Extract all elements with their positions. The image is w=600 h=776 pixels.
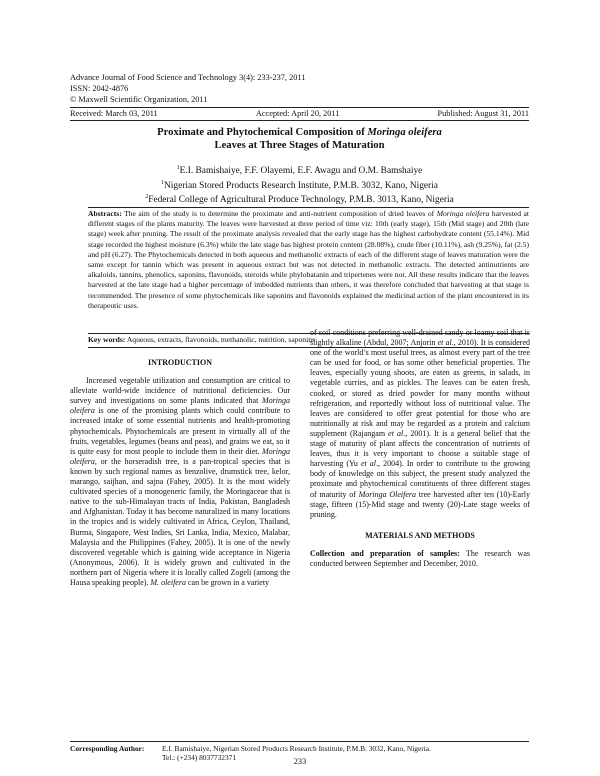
keywords: Key words: Aqueous, extracts, flavonoids, methanolic, nutrition, saponins	[88, 335, 315, 344]
methods-heading: MATERIALS AND METHODS	[365, 530, 475, 540]
footnote-label: Corresponding Author:	[70, 744, 145, 753]
methods-paragraph-1: Collection and preparation of samples: The research was conducted between September and December, 2010.	[310, 548, 530, 568]
paper-title: Proximate and Phytochemical Composition of Moringa oleifera Leaves at Three Stages of Maturation	[157, 127, 442, 151]
left-column	[70, 358, 290, 588]
journal-header	[70, 72, 540, 105]
author-names: $^1$E.I. Bamishaiye, F.F. Olayemi, E.F. Awagu and O.M. Bamshaiye	[176, 165, 423, 177]
journal-copyright: © Maxwell Scientific Organization, 2011	[70, 95, 208, 104]
footnote-line-1: E.I. Bamishaiye, Nigerian Stored Products Research Institute, P.M.B. 3032, Kano, Nigeria.	[162, 744, 431, 753]
journal-citation: Advance Journal of Food Science and Technology 3(4): 233-237, 2011	[70, 73, 306, 82]
date-received: Received: March 03, 2011	[70, 109, 158, 118]
date-accepted: Accepted: April 20, 2011	[255, 109, 340, 118]
page-number: 233	[293, 757, 307, 766]
abstract: Abstracts: The aim of the study is to determine the proximate and anti-nutrient composition of dried leaves of Moringa oleifera harvested at different stages of the plants maturity. The leaves were harvested at three period of time viz: 10th (early stage), 15th (Mid stage) and 20th (late stage) week after pruning. The result of the proximate analysis revealed that the early stage has the highest carbohydrate content (55.14%). Mid stage recorded the highest moisture (6.3%) while the late stage has highest protein content (28.08%), crude fiber (10.11%), ash (9.25%), fat (2.5) and pH (6.27). The Phytochemicals detected in both aqueous and methanolic extracts of each of the different stage of leaves maturation were the same except for tannin which was present in aqueous extract but was not detected in methanolic extracts. The detected antinutrients are alkaloids, tannins, phenolics, saponins, flavonoids, steroids while phylobatanin and tripertenes were not. All these results indicate that the leaves harvested at the late stage had a higher percentage of imbedded nutrients than others, it was therefore concluded that harvesting at that stage is recommended. The presence of some phytochemicals like saponins and flavonoids explained the medicinal action of the plant encountered in its therapeutic uses.	[88, 209, 529, 310]
affiliation-1: $^1$Nigerian Stored Products Research Institute, P.M.B. 3032, Kano, Nigeria	[161, 179, 438, 191]
affiliation-2: $^2$Federal College of Agricultural Produce Technology, P.M.B. 3013, Kano, Nigeria	[145, 194, 454, 206]
article-dates	[70, 107, 529, 121]
author-block	[70, 163, 529, 207]
intro-heading: INTRODUCTION	[147, 358, 212, 367]
footnote-line-2: Tel.: (+234) 8037732371	[162, 753, 237, 762]
right-column	[310, 328, 530, 569]
abstract-top-rule	[88, 207, 529, 208]
intro-paragraph-1: Increased vegetable utilization and consumption are critical to alleviate world-wide incidence of nutritional deficiencies. Our survey and investigations on some plants indicated that Moringa oleifera is one of the promising plants which could contribute to increased intake of some essential nutrients and health-promoting phytochemicals. Phytochemicals are present in virtually all of the fruits, vegetables, legumes (beans and peas), and grains we eat, so it is quite easy for most people to include them in their diet. Moringa oleifera, or the horseradish tree, is a pan-tropical species that is known by such regional names as benzolive, drumstick tree, kelor, marango, saijhan, and sajna (Fahey, 2005). It is the most widely cultivated species of a monogeneric family, the Moringaceae that is native to the sub-Himalayan tracts of India, Pakistan, Bangladesh and Afghanistan. Today it has become naturalized in many locations in the tropics and is widely cultivated in Africa, Ceylon, Thailand, Burma, Singapore, West Indies, Sri Lanka, India, Mexico, Malabar, Malaysia and the Philippines (Fahey, 2005). It is one of the newly discovered vegetable which is gaining wide acceptance in Nigeria (Anonymous, 2006). It is widely grown and cultivated in the northern part of Nigeria where it is locally called Zogeli (among the Hausa speaking people). M. oleifera can be grown in a variety	[70, 376, 290, 587]
journal-issn: ISSN: 2042-4876	[70, 84, 129, 93]
intro-paragraph-2: of soil conditions preferring well-drained sandy or loamy soil that is slightly alkaline (Abdul, 2007; Anjorin et al., 2010). It is considered one of the world’s most useful trees, as almost every part of the tree can be used for food, or has some other beneficial properties. The leaves, especially young shoots, are eaten as greens, in salads, in vegetable curries, and as pickles. The leaves can be eaten fresh, cooked, or stored as dried powder for many months without refrigeration, and reportedly without loss of nutritional value. The leaves are considered to offer great potential for those who are nutritionally at risk and may be regarded as a protein and calcium supplement (Rajangam et al., 2001). It is a general belief that the stage of maturity of plant affects the concentration of nutrients of leaves, thus it is very important to choose a suitable stage of harvesting (Yu et al., 2004). In order to contribute to the growing body of knowledge on this subject, the present study analyzed the proximate and phytochemical constituents of three different stages of maturity of Moringa Oleifera tree harvested after ten (10)-Early stage, fifteen (15)-Mid stage and twenty (20)-Late stage weeks of pruning.	[310, 328, 531, 519]
date-published: Published: August 31, 2011	[437, 109, 529, 118]
